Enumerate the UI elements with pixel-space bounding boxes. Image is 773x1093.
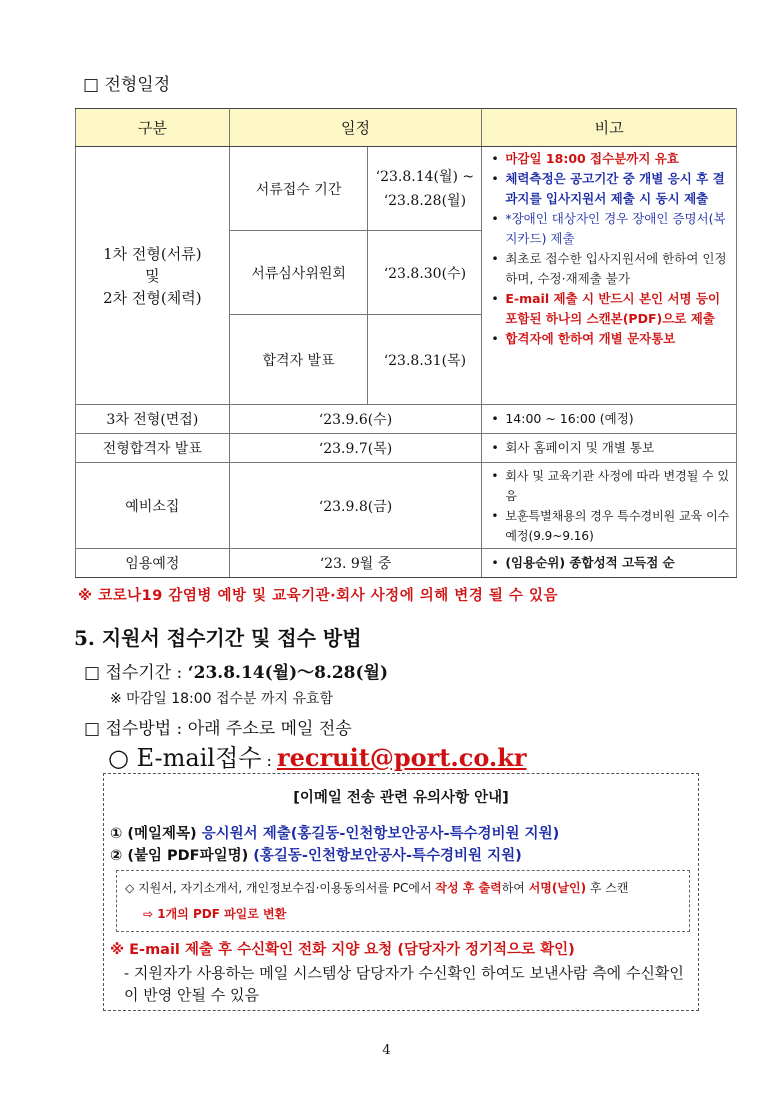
page-number: 4 (382, 1043, 391, 1058)
note-item: • 회사 홈페이지 및 개별 통보 (491, 438, 735, 458)
table-row (76, 549, 737, 578)
date-line: ‘23.8.14(월) ~ (375, 168, 475, 185)
table-row (76, 405, 737, 434)
note-item: • 체력측정은 공고기간 중 개별 응시 후 결과지를 입사지원서 제출 시 동시 제출 (491, 169, 735, 209)
stage-label: 전형합격자 발표 (76, 434, 230, 463)
stage-notes (482, 405, 737, 434)
section-schedule-heading: □ 전형일정 (83, 75, 171, 95)
email-label: ○ E-mail접수 (108, 744, 262, 772)
table-row (76, 463, 737, 549)
inner-line-2: ⇨ 1개의 PDF 파일로 변환 (143, 907, 287, 921)
stage-notes (482, 463, 737, 549)
header-category: 구분 (76, 109, 230, 147)
subrow-name: 합격자 발표 (229, 315, 368, 405)
subrow-date: ‘23.8.30(수) (368, 231, 482, 315)
email-notice-box (103, 773, 699, 1011)
subrow-date: ‘23.8.31(목) (368, 315, 482, 405)
stage-label: 임용예정 (76, 549, 230, 578)
period-note: ※ 마감일 18:00 접수분 까지 유효함 (110, 691, 334, 707)
stage-date: ‘23.9.6(수) (229, 405, 482, 434)
stage-label: 예비소집 (76, 463, 230, 549)
note-item: • 마감일 18:00 접수분까지 유효 (491, 149, 735, 169)
table-row (76, 147, 737, 231)
covid-notice: ※ 코로나19 감염병 예방 및 교육기관·회사 사정에 의해 변경 될 수 있음 (78, 588, 558, 604)
item-pdf-name (110, 844, 522, 865)
header-remarks: 비고 (482, 109, 737, 147)
note-item: • 최초로 접수한 입사지원서에 한하여 인정하며, 수정·재제출 불가 (491, 249, 735, 289)
note-item: • E-mail 제출 시 반드시 본인 서명 등이 포함된 하나의 스캔본(PDF)으로 제출 (491, 289, 735, 329)
stage-date: ‘23.9.8(금) (229, 463, 482, 549)
schedule-table (75, 108, 737, 578)
item2-prefix: ② (붙임 PDF파일명) (110, 848, 254, 864)
inner-instruction-box (116, 870, 690, 932)
stage-label: 3차 전형(면접) (76, 405, 230, 434)
table-header-row (76, 109, 737, 147)
email-line (108, 738, 527, 773)
period-label: □ 접수기간 : (84, 663, 188, 683)
section5-title: 5. 지원서 접수기간 및 접수 방법 (74, 626, 362, 650)
stage-date: ‘23. 9월 중 (229, 549, 482, 578)
stage12-label (76, 147, 230, 405)
subrow-name: 서류접수 기간 (229, 147, 368, 231)
box-title: [이메일 전송 관련 유의사항 안내] (293, 790, 509, 806)
table-row (76, 434, 737, 463)
item1-value: 응시원서 제출(홍길동-인천항보안공사-특수경비원 지원) (201, 826, 560, 842)
stage12-notes (482, 147, 737, 405)
note-item: • 14:00 ~ 16:00 (예정) (491, 409, 735, 429)
email-sep: : (261, 751, 277, 770)
header-schedule: 일정 (229, 109, 482, 147)
note-item: • (임용순위) 종합성적 고득점 순 (491, 553, 735, 573)
note-item: • 회사 및 교육기관 사정에 따라 변경될 수 있음 (491, 466, 735, 506)
dash-note: - 지원자가 사용하는 메일 시스템상 담당자가 수신확인 하여도 보낸사람 측에 수신확인이 반영 안될 수 있음 (124, 964, 684, 1004)
email-link[interactable]: recruit@port.co.kr (277, 743, 527, 772)
note-item: • 보훈특별채용의 경우 특수경비원 교육 이수 예정(9.9~9.16) (491, 506, 735, 546)
warning-line: ※ E-mail 제출 후 수신확인 전화 지양 요청 (담당자가 정기적으로 확인) (110, 942, 575, 958)
subrow-name: 서류심사위원회 (229, 231, 368, 315)
stage-date: ‘23.9.7(목) (229, 434, 482, 463)
stage12-line: 2차 전형(체력) (103, 288, 202, 307)
stage12-line: 및 (145, 266, 160, 285)
note-item: • 합격자에 한하여 개별 문자통보 (491, 329, 735, 349)
inner-line-1: ◇ 지원서, 자기소개서, 개인정보수집·이용동의서를 PC에서 작성 후 출력하여 서명(날인) 후 스캔 (125, 881, 629, 895)
note-sub: • *장애인 대상자인 경우 장애인 증명서(복지카드) 제출 (491, 209, 735, 249)
method-line: □ 접수방법 : 아래 주소로 메일 전송 (84, 719, 352, 739)
period-line (84, 658, 388, 683)
item1-prefix: ① (메일제목) (110, 826, 202, 842)
subrow-date (368, 147, 482, 231)
period-value: ‘23.8.14(월)～8.28(월) (187, 663, 389, 683)
stage12-line: 1차 전형(서류) (103, 244, 202, 263)
item-mail-subject (110, 822, 559, 843)
stage-notes (482, 549, 737, 578)
stage-notes (482, 434, 737, 463)
item2-value: (홍길동-인천항보안공사-특수경비원 지원) (253, 848, 522, 864)
date-line: ‘23.8.28(월) (383, 192, 467, 209)
